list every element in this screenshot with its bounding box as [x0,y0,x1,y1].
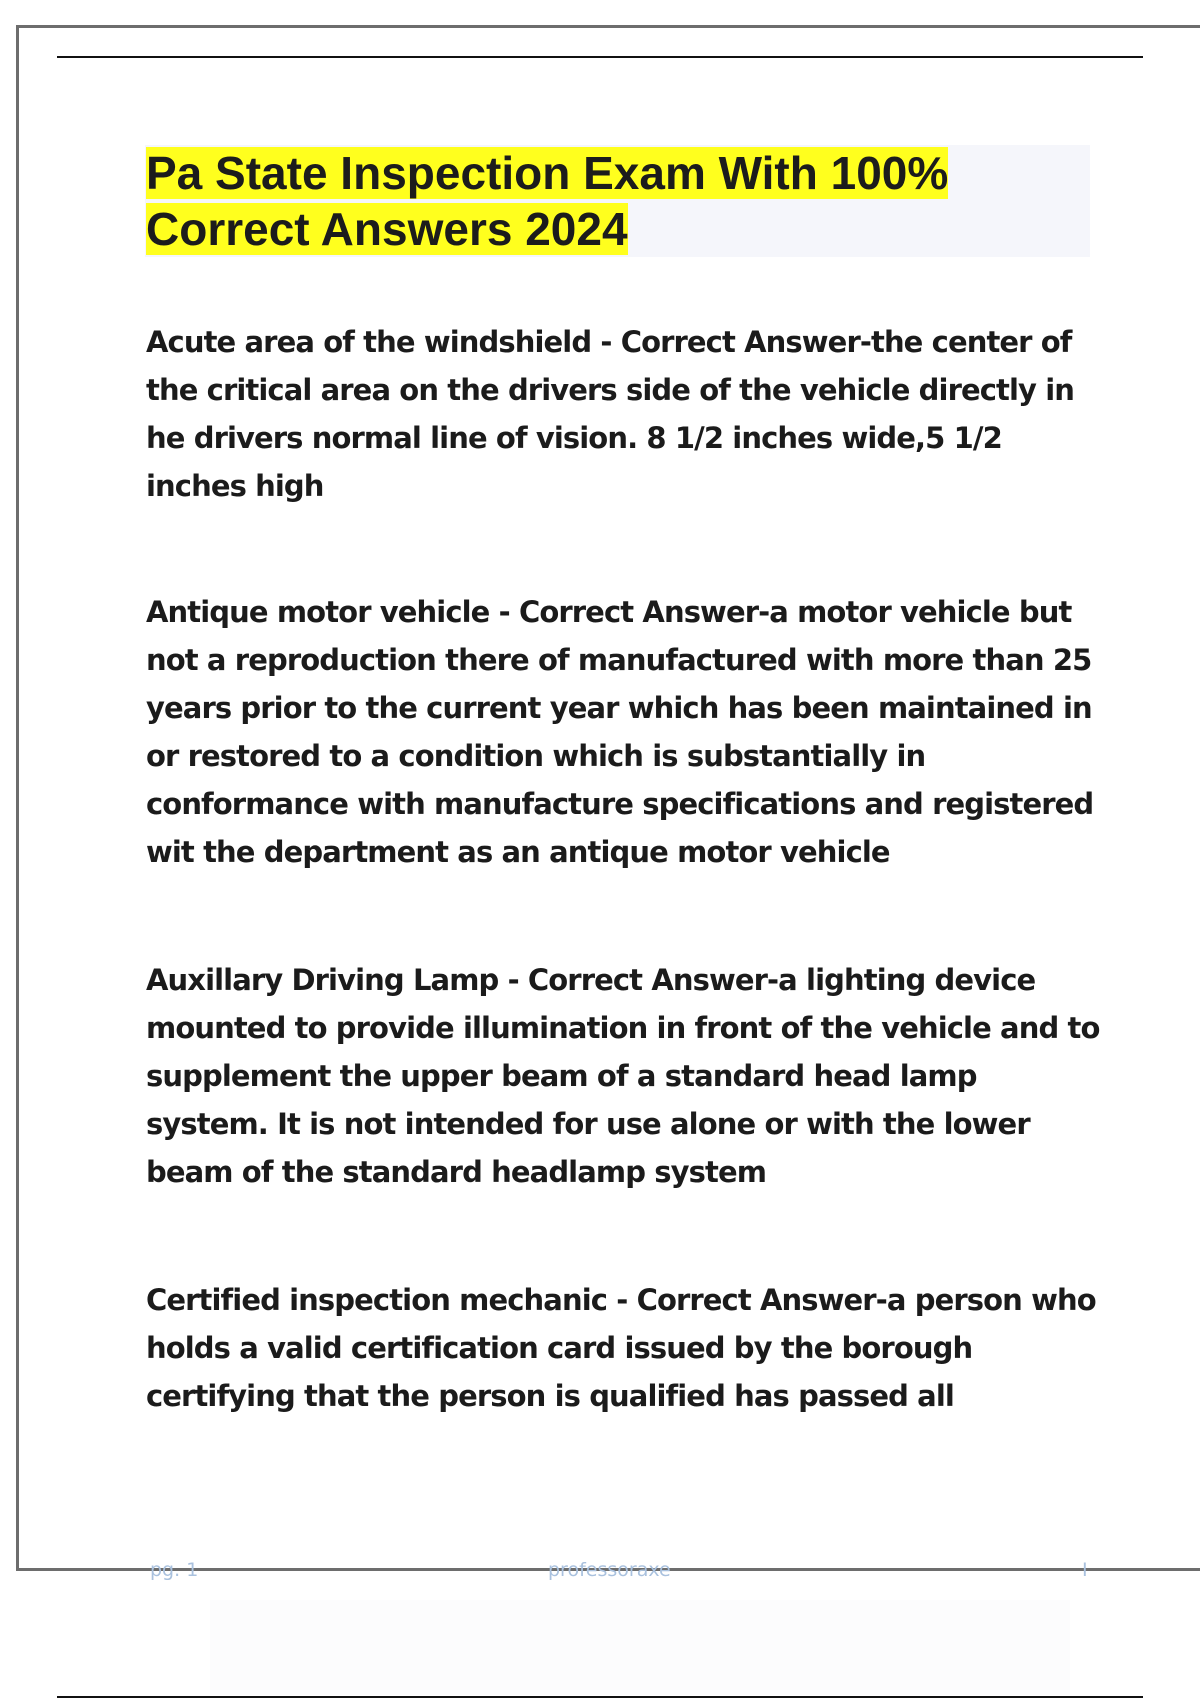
qa-entries [146,318,1106,1498]
qa-entry-certified-inspection-mechanic: Certified inspection mechanic - Correct Answer-a person who holds a valid certification card issued by the borough certifying that the person is qualified has passed all [146,1283,1096,1413]
document-title-line-2: Correct Answers 2024 [146,203,628,255]
footer-right-mark: I [1082,1559,1088,1581]
footer-page-number: pg. 1 [150,1559,199,1581]
header-rule [57,56,1143,58]
footer-shade [210,1600,1070,1695]
bottom-rule [57,1696,1143,1698]
qa-entry-acute-area: Acute area of the windshield - Correct Answer-the center of the critical area on the drivers side of the vehicle directly in he drivers normal line of vision. 8 1/2 inches wide,5 1/2 inches high [146,325,1075,503]
page-footer [0,1559,1200,1583]
qa-entry-auxillary-driving-lamp: Auxillary Driving Lamp - Correct Answer-a lighting device mounted to provide illumination in front of the vehicle and to supplement the upper beam of a standard head lamp system. It is not intended for use alone or with the lower beam of the standard headlamp system [146,963,1100,1189]
qa-entry-antique-motor-vehicle: Antique motor vehicle - Correct Answer-a motor vehicle but not a reproduction there of manufactured with more than 25 years prior to the current year which has been maintained in or restored to a condition which is substantially in conformance with manufacture specifications and registered wit the department as an antique motor vehicle [146,595,1094,869]
document-title [146,145,1091,257]
document-title-line-1: Pa State Inspection Exam With 100% [146,147,949,199]
footer-author: professoraxe [548,1559,671,1581]
